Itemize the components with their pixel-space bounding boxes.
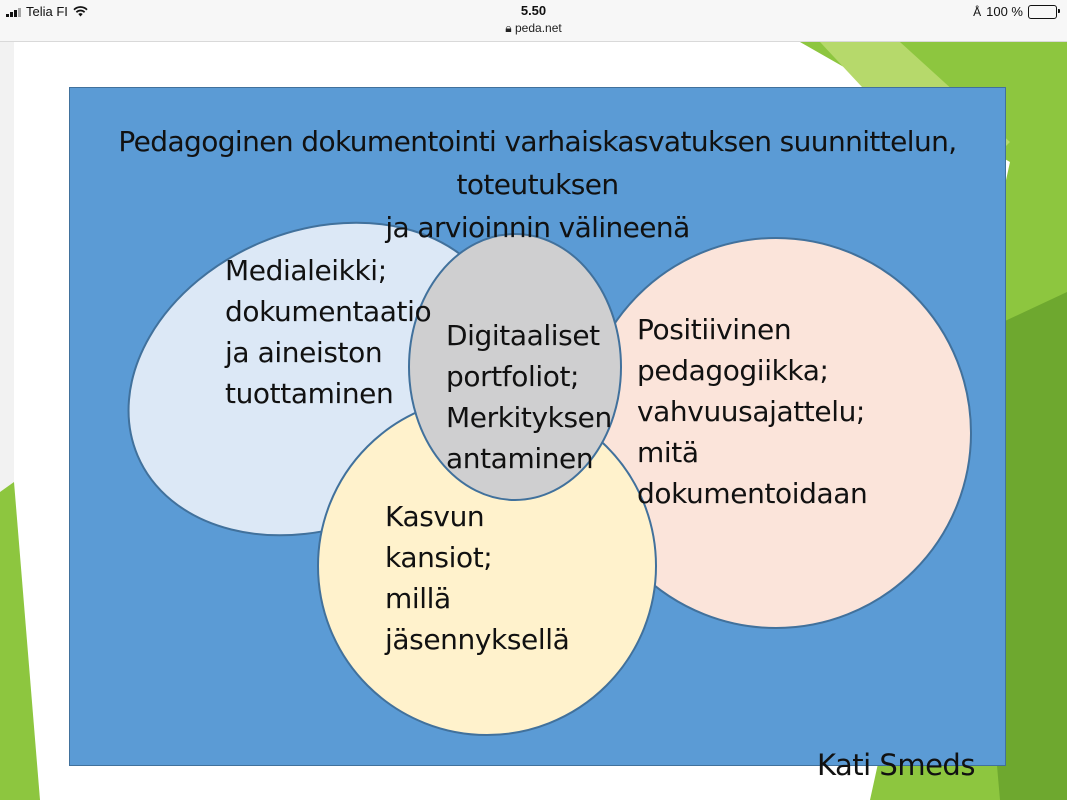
carrier-name: Telia FI — [26, 4, 68, 19]
lock-icon: 🔒︎ — [505, 21, 512, 35]
bluetooth-icon: Å — [973, 4, 982, 19]
slide-viewer — [0, 42, 1067, 800]
label-center — [446, 315, 612, 479]
right-line: pedagogiikka; — [637, 354, 829, 387]
address-bar[interactable] — [0, 21, 1067, 36]
ios-status-bar — [0, 0, 1067, 42]
left-line: Medialeikki; — [225, 254, 387, 287]
label-left — [225, 250, 431, 414]
left-line: dokumentaatio — [225, 295, 432, 328]
battery-icon — [1028, 5, 1057, 19]
right-line: dokumentoidaan — [637, 477, 868, 510]
title-line-1: Pedagoginen dokumentointi varhaiskasvatuksen suunnittelun, toteutuksen — [118, 125, 957, 201]
slide-title — [69, 120, 1006, 249]
label-bottom — [385, 496, 569, 660]
right-line: vahvuusajattelu; — [637, 395, 865, 428]
label-right — [637, 309, 867, 514]
left-line: ja aineiston — [225, 336, 383, 369]
center-line: Digitaaliset — [446, 319, 600, 352]
left-line: tuottaminen — [225, 377, 394, 410]
bottom-line: kansiot; — [385, 541, 493, 574]
right-line: Positiivinen — [637, 313, 792, 346]
bottom-line: jäsennyksellä — [385, 623, 570, 656]
clock: 5.50 — [520, 3, 547, 18]
center-line: portfoliot; — [446, 360, 580, 393]
bottom-line: Kasvun — [385, 500, 485, 533]
status-right — [973, 4, 1057, 19]
url-text: peda.net — [515, 21, 562, 35]
center-line: antaminen — [446, 442, 594, 475]
right-line: mitä — [637, 436, 699, 469]
bottom-line: millä — [385, 582, 451, 615]
center-line: Merkityksen — [446, 401, 612, 434]
title-line-2: ja arvioinnin välineenä — [385, 211, 690, 244]
author-name: Kati Smeds — [817, 748, 975, 782]
battery-percent: 100 % — [986, 4, 1023, 19]
